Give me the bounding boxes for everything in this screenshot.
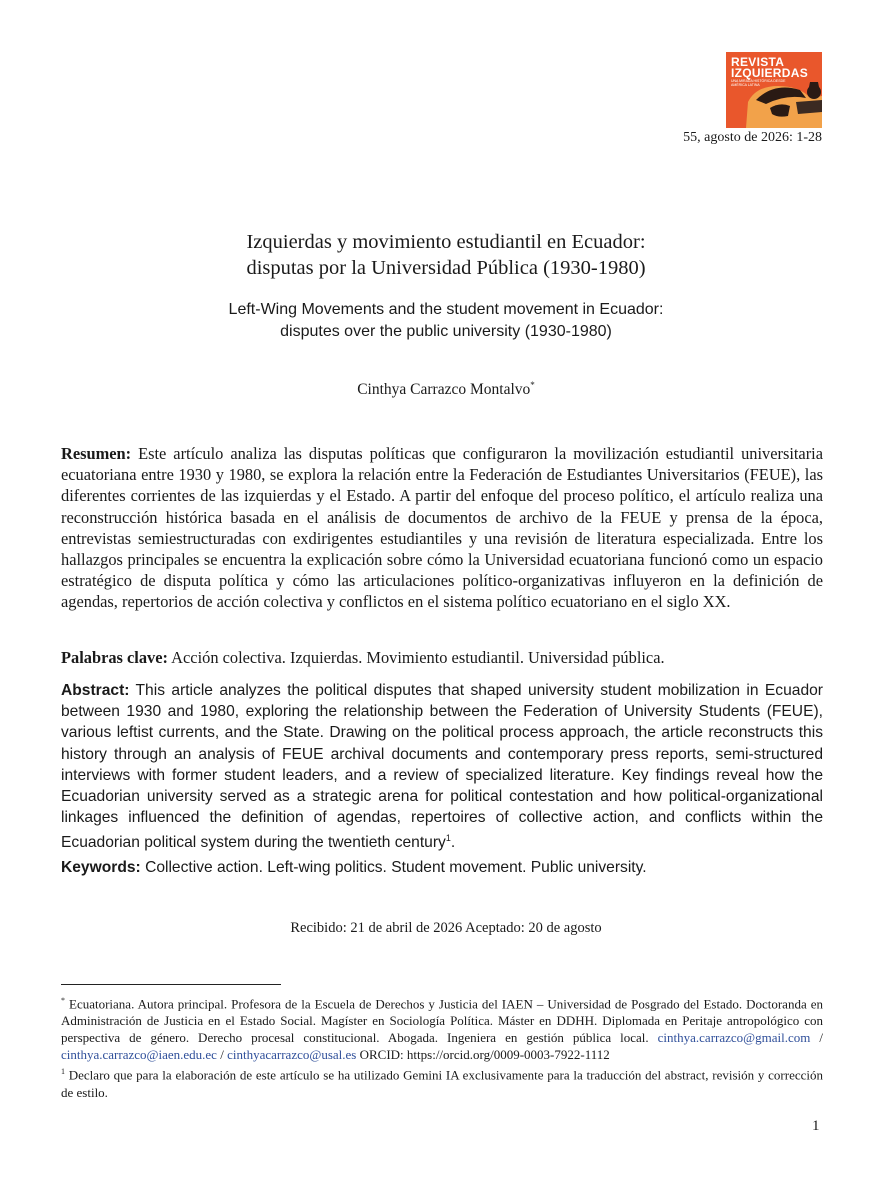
journal-logo [726, 52, 822, 128]
title-line-1: Izquierdas y movimiento estudiantil en Ecuador: [246, 231, 646, 253]
palabras-label: Palabras clave: [61, 648, 168, 667]
received-accepted-dates: Recibido: 21 de abril de 2026 Aceptado: 20 de agosto [290, 920, 602, 936]
resumen-text: Este artículo analiza las disputas políticas que configuraron la movilización estudiantil universitaria ecuatoriana entre 1930 y 1980, se explora la relación entre la Federación de Estudiantes Universitarios (FEUE), las diferentes corrientes de las izquierdas y el Estado. A partir del enfoque del proceso político, el artículo realiza una reconstrucción histórica basada en el análisis de documentos de archivo de la FEUE y prensa de la época, entrevistas semiestructuradas con exdirigentes estudiantiles y una revisión de literatura especializada. Entre los hallazgos principales se encuentra la explicación sobre cómo la Universidad ecuatoriana funcionó como un espacio estratégico de disputa política y cómo las articulaciones político-organizativas influyeron en la definición de agendas, repertorios de acción colectiva y conflictos en el sistema político ecuatoriano en el siglo XX. [61, 444, 823, 612]
issue-info: 55, agosto de 2026: 1-28 [683, 130, 822, 145]
footnotes [61, 992, 823, 1101]
footnote-author-text: Ecuatoriana. Autora principal. Profesora de la Escuela de Derechos y Justicia del IAEN – Universidad de Posgrado del Estado. Doctoranda en Administración de Justicia en el Estado Social. Magíster en Sociología Política. Máster en DDHH. Diplomada en Peritaje antropológico con perspectiva de género. Derecho procesal constitucional. Abogada. Ingeniera en gestión pública local. [61, 996, 823, 1046]
email-link-usal[interactable]: cinthyacarrazco@usal.es [227, 1047, 357, 1063]
keywords-label: Keywords: [61, 859, 141, 876]
email-link-gmail[interactable]: cinthya.carrazco@gmail.com [657, 1030, 811, 1046]
abstract-footnote-ref[interactable]: 1 [445, 833, 451, 844]
subtitle-line-2: disputes over the public university (1930-1980) [280, 323, 612, 340]
resumen-label: Resumen: [61, 444, 132, 463]
footnote-ai-mark: 1 [61, 1067, 65, 1077]
logo-line-1: REVISTA [731, 55, 785, 69]
abstract-end: . [450, 834, 456, 852]
footnote-author [61, 992, 823, 1063]
page-number: 1 [812, 1118, 820, 1134]
subtitle-line-1: Left-Wing Movements and the student movement in Ecuador: [228, 301, 664, 318]
email-separator: / [810, 1030, 823, 1046]
logo-tagline: UNA MIRADA HISTÓRICA DESDE AMÉRICA LATINA [731, 79, 786, 87]
abstract-text: This article analyzes the political disputes that shaped university student mobilization in Ecuador between 1930 and 1980, exploring the relationship between the Federation of University Students (FEUE), various leftist currents, and the State. Drawing on the political process approach, the article reconstructs this history through an analysis of FEUE archival documents and contemporary press reports, semi-structured interviews with former student leaders, and a review of specialized literature. Key findings reveal how the Ecuadorian university served as a strategic arena for political contestation and how political-organizational linkages influenced the definition of agendas, repertoires of collective action, and conflicts within the Ecuadorian political system during the twentieth century [61, 682, 823, 852]
abstract-label: Abstract: [61, 682, 130, 699]
abstract-paragraph [61, 680, 823, 854]
footnote-ai-text: Declaro que para la elaboración de este artículo se ha utilizado Gemini IA exclusivamente para la traducción del abstract, revisión y corrección de estilo. [61, 1067, 823, 1100]
title-line-2: disputas por la Universidad Pública (1930-1980) [246, 257, 646, 279]
orcid-text: ORCID: https://orcid.org/0009-0003-7922-1112 [356, 1047, 610, 1063]
footnote-author-mark: * [61, 996, 65, 1005]
author-footnote-mark: * [530, 380, 535, 390]
author [0, 380, 892, 399]
keywords-paragraph [61, 857, 823, 878]
resumen-paragraph [61, 443, 823, 613]
keywords-text: Collective action. Left-wing politics. Student movement. Public university. [140, 859, 647, 876]
article-subtitle [0, 299, 892, 343]
email-link-iaen[interactable]: cinthya.carrazco@iaen.edu.ec [61, 1047, 217, 1063]
footnote-divider [61, 984, 281, 985]
article-title [0, 229, 892, 281]
footnote-ai-disclosure [61, 1063, 823, 1100]
email-separator: / [216, 1047, 228, 1063]
author-name: Cinthya Carrazco Montalvo [357, 381, 531, 399]
palabras-text: Acción colectiva. Izquierdas. Movimiento estudiantil. Universidad pública. [167, 648, 665, 667]
palabras-clave-paragraph [61, 647, 823, 668]
logo-line-2: IZQUIERDAS [731, 66, 809, 80]
